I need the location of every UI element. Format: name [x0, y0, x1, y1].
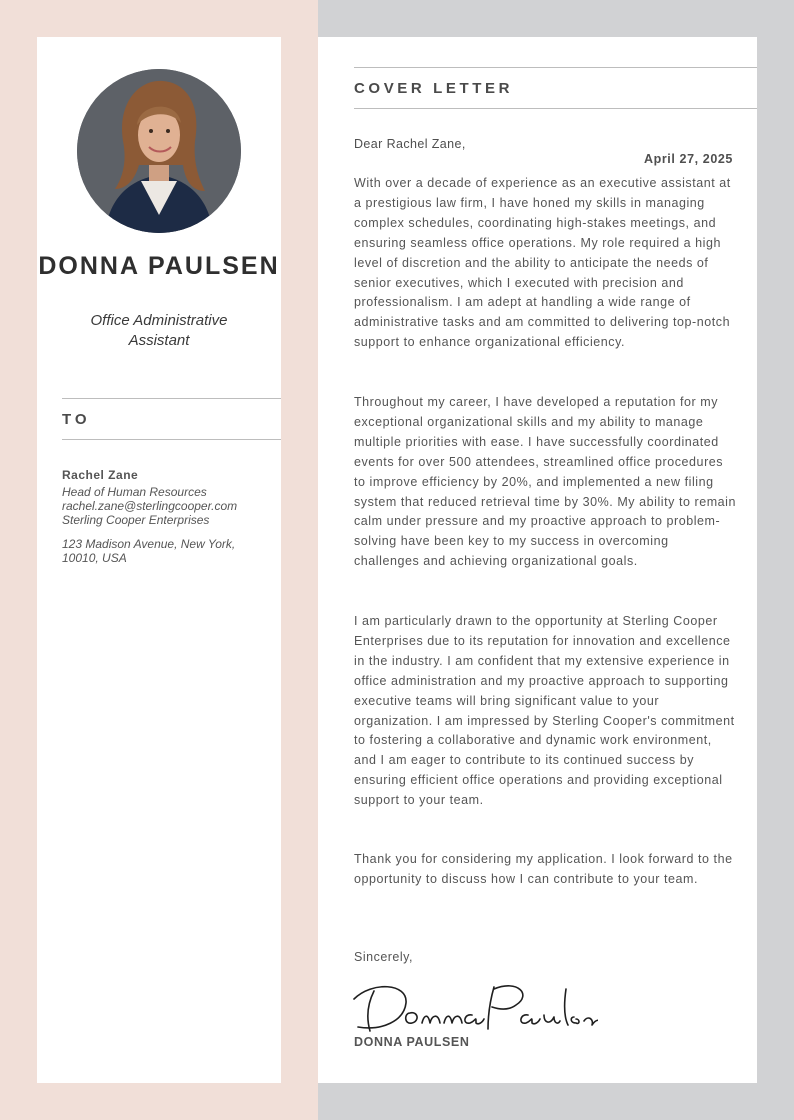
letter-paragraph: Throughout my career, I have developed a reputation for my exceptional organizational skills and my ability to manage multiple priorities with ease. I have successfully coordinated events for over 500 attendees, streamlined office procedures to improve efficiency by 20%, and implemented a new filing system that reduced retrieval time by 30%. My ability to remain calm under pressure and my proactive approach to problem-solving have been key to my success in overcoming challenges and achieving organizational goals.: [354, 395, 737, 569]
signature-icon: [348, 975, 598, 1037]
profile-photo: [77, 69, 241, 233]
letter-paragraph: With over a decade of experience as an executive assistant at a prestigious law firm, I have honed my skills in managing complex schedules, coordinating high-stakes meetings, and ensuring seamless office operations. My role required a high level of discretion and the ability to anticipate the needs of senior executives, which I executed with precision and professionalism. I am adept at handling a wide range of administrative tasks and am committed to delivering top-notch support to enhance organizational efficiency.: [354, 176, 731, 350]
recipient-company: Sterling Cooper Enterprises: [62, 513, 210, 527]
profile-sidebar-card: [37, 37, 281, 1083]
letter-date: April 27, 2025: [643, 152, 733, 166]
to-heading: TO: [62, 411, 91, 428]
cover-letter-divider-top: [354, 67, 757, 68]
letter-paragraph: Thank you for considering my application. I look forward to the opportunity to discuss how I can contribute to your team.: [354, 852, 733, 886]
profile-name: DONNA PAULSEN: [38, 252, 280, 280]
recipient-address: 123 Madison Avenue, New York, 10010, USA: [62, 537, 236, 565]
recipient-name: Rachel Zane: [62, 468, 139, 482]
letter-closing: Sincerely,: [354, 950, 413, 964]
cover-letter-card: [318, 37, 757, 1083]
profile-job-title: Office Administrative Assistant: [90, 312, 228, 349]
recipient-title: Head of Human Resources: [62, 485, 207, 499]
portrait-photo-icon: [77, 69, 241, 233]
signer-name: DONNA PAULSEN: [354, 1035, 470, 1049]
recipient-email: rachel.zane@sterlingcooper.com: [62, 499, 238, 513]
cover-letter-divider-bottom: [354, 108, 757, 109]
to-divider-top: [62, 398, 281, 399]
cover-letter-heading: COVER LETTER: [354, 80, 514, 97]
to-divider-bottom: [62, 439, 281, 440]
letter-salutation: Dear Rachel Zane,: [354, 137, 466, 151]
letter-paragraph: I am particularly drawn to the opportunity at Sterling Cooper Enterprises due to its reputation for innovation and excellence in the industry. I am confident that my extensive experience in office administration and my proactive approach to supporting executive teams will bring significant value to your organization. I am impressed by Sterling Cooper's commitment to fostering a collaborative and dynamic work environment, and I am eager to contribute to its continued success by ensuring efficient office operations and providing exceptional support to your team.: [354, 614, 735, 808]
handwritten-signature: [348, 975, 598, 1042]
